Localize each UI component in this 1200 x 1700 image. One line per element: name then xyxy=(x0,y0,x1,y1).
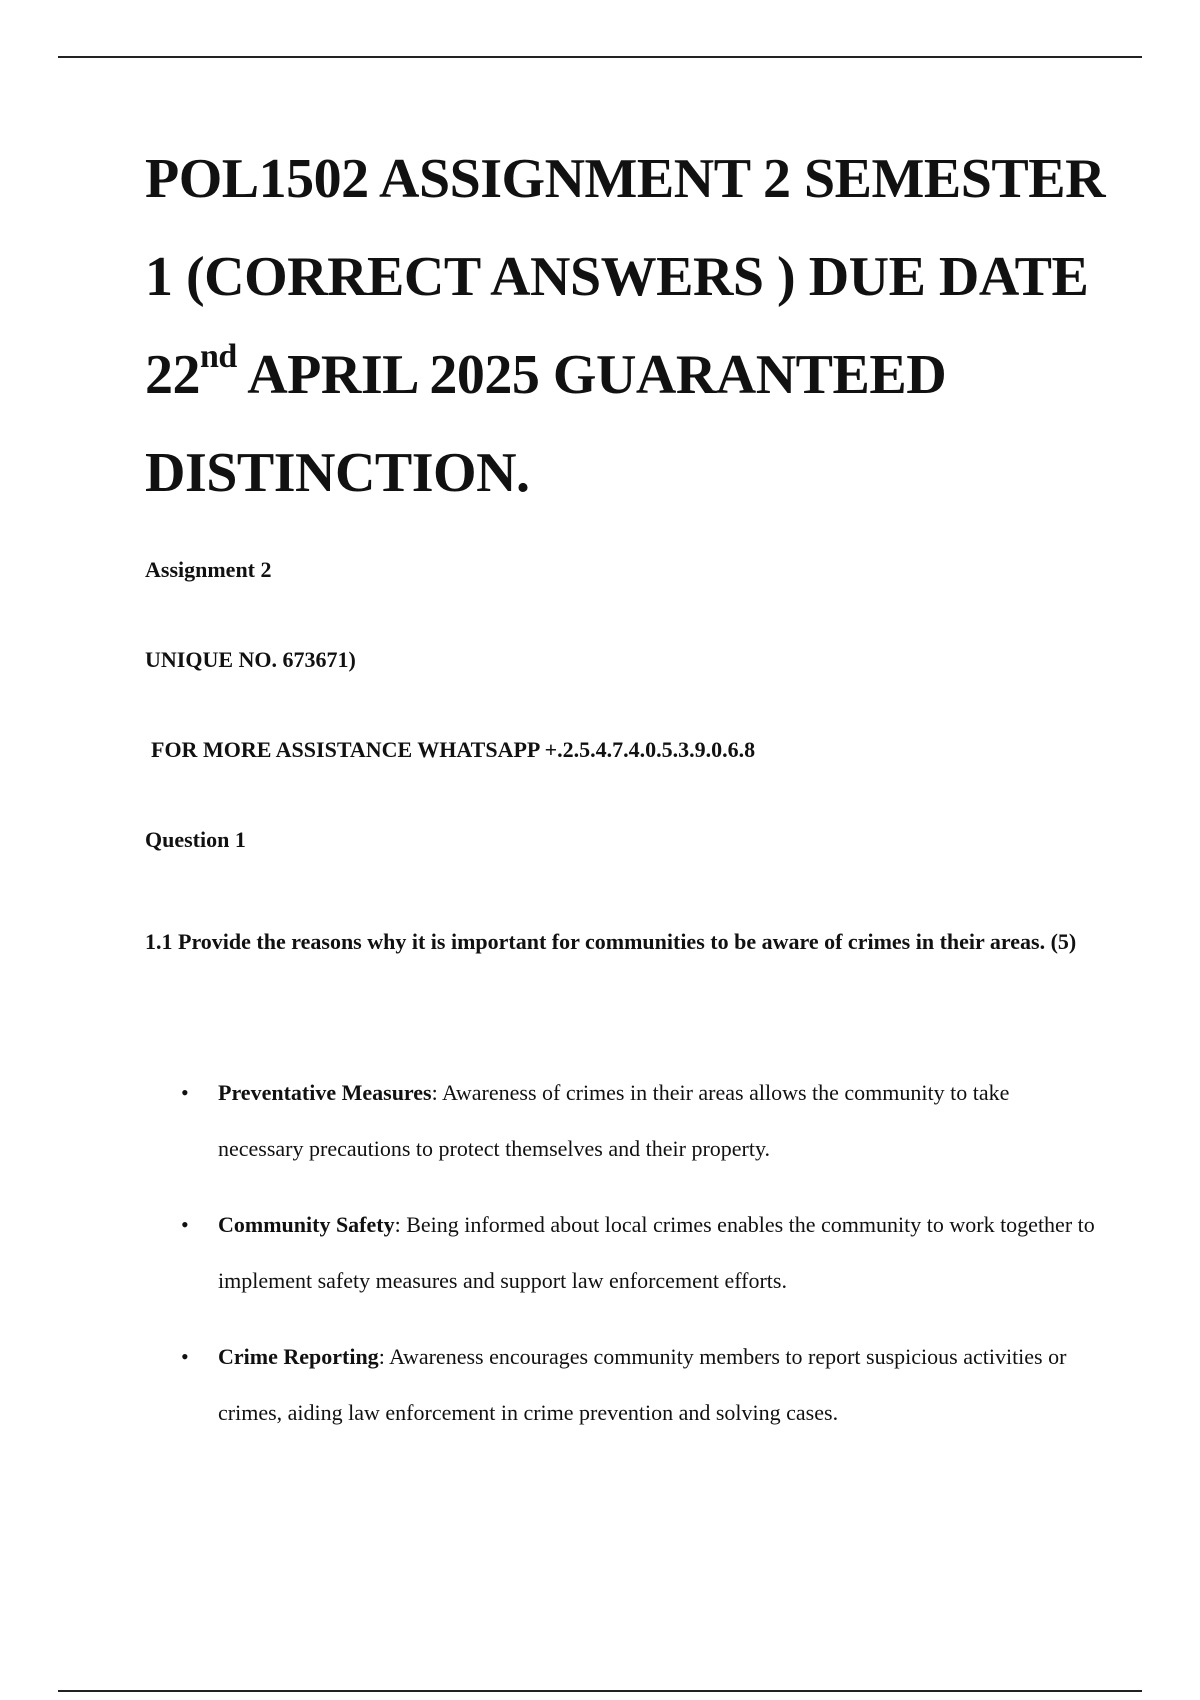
answer-item-crime-reporting xyxy=(145,1329,1095,1441)
title-superscript: nd xyxy=(200,338,237,376)
answer-term: Crime Reporting xyxy=(218,1344,379,1369)
unique-number: UNIQUE NO. 673671) xyxy=(145,647,356,672)
answer-term: Preventative Measures xyxy=(218,1080,432,1105)
answer-term: Community Safety xyxy=(218,1212,395,1237)
answer-text: : Awareness encourages community members to report suspicious activities or crimes, aiding law enforcement in crime prevention and solving cases. xyxy=(218,1344,1067,1425)
title-text-part1: POL1502 ASSIGNMENT 2 SEMESTER 1 (CORRECT ANSWERS ) DUE DATE 22 xyxy=(145,148,1106,406)
assignment-label: Assignment 2 xyxy=(145,557,272,582)
answer-text: : Awareness of crimes in their areas allows the community to take necessary precautions to protect themselves and their property. xyxy=(218,1080,1010,1161)
answer-item-preventative-measures xyxy=(145,1065,1095,1177)
answer-list xyxy=(145,1065,1095,1461)
top-divider xyxy=(58,56,1142,58)
answer-item-community-safety xyxy=(145,1197,1095,1309)
question-heading: Question 1 xyxy=(145,827,246,852)
answer-text: : Being informed about local crimes enables the community to work together to implement safety measures and support law enforcement efforts. xyxy=(218,1212,1095,1293)
document-title xyxy=(145,130,1145,522)
question-text: 1.1 Provide the reasons why it is important for communities to be aware of crimes in their areas. (5) xyxy=(145,929,1077,954)
assistance-contact: FOR MORE ASSISTANCE WHATSAPP +.2.5.4.7.4.0.5.3.9.0.6.8 xyxy=(151,737,756,762)
bullet-icon: • xyxy=(181,1344,189,1369)
bottom-divider xyxy=(58,1690,1142,1692)
bullet-icon: • xyxy=(181,1080,189,1105)
title-text-part2: APRIL 2025 GUARANTEED DISTINCTION. xyxy=(145,344,947,504)
bullet-icon: • xyxy=(181,1212,189,1237)
